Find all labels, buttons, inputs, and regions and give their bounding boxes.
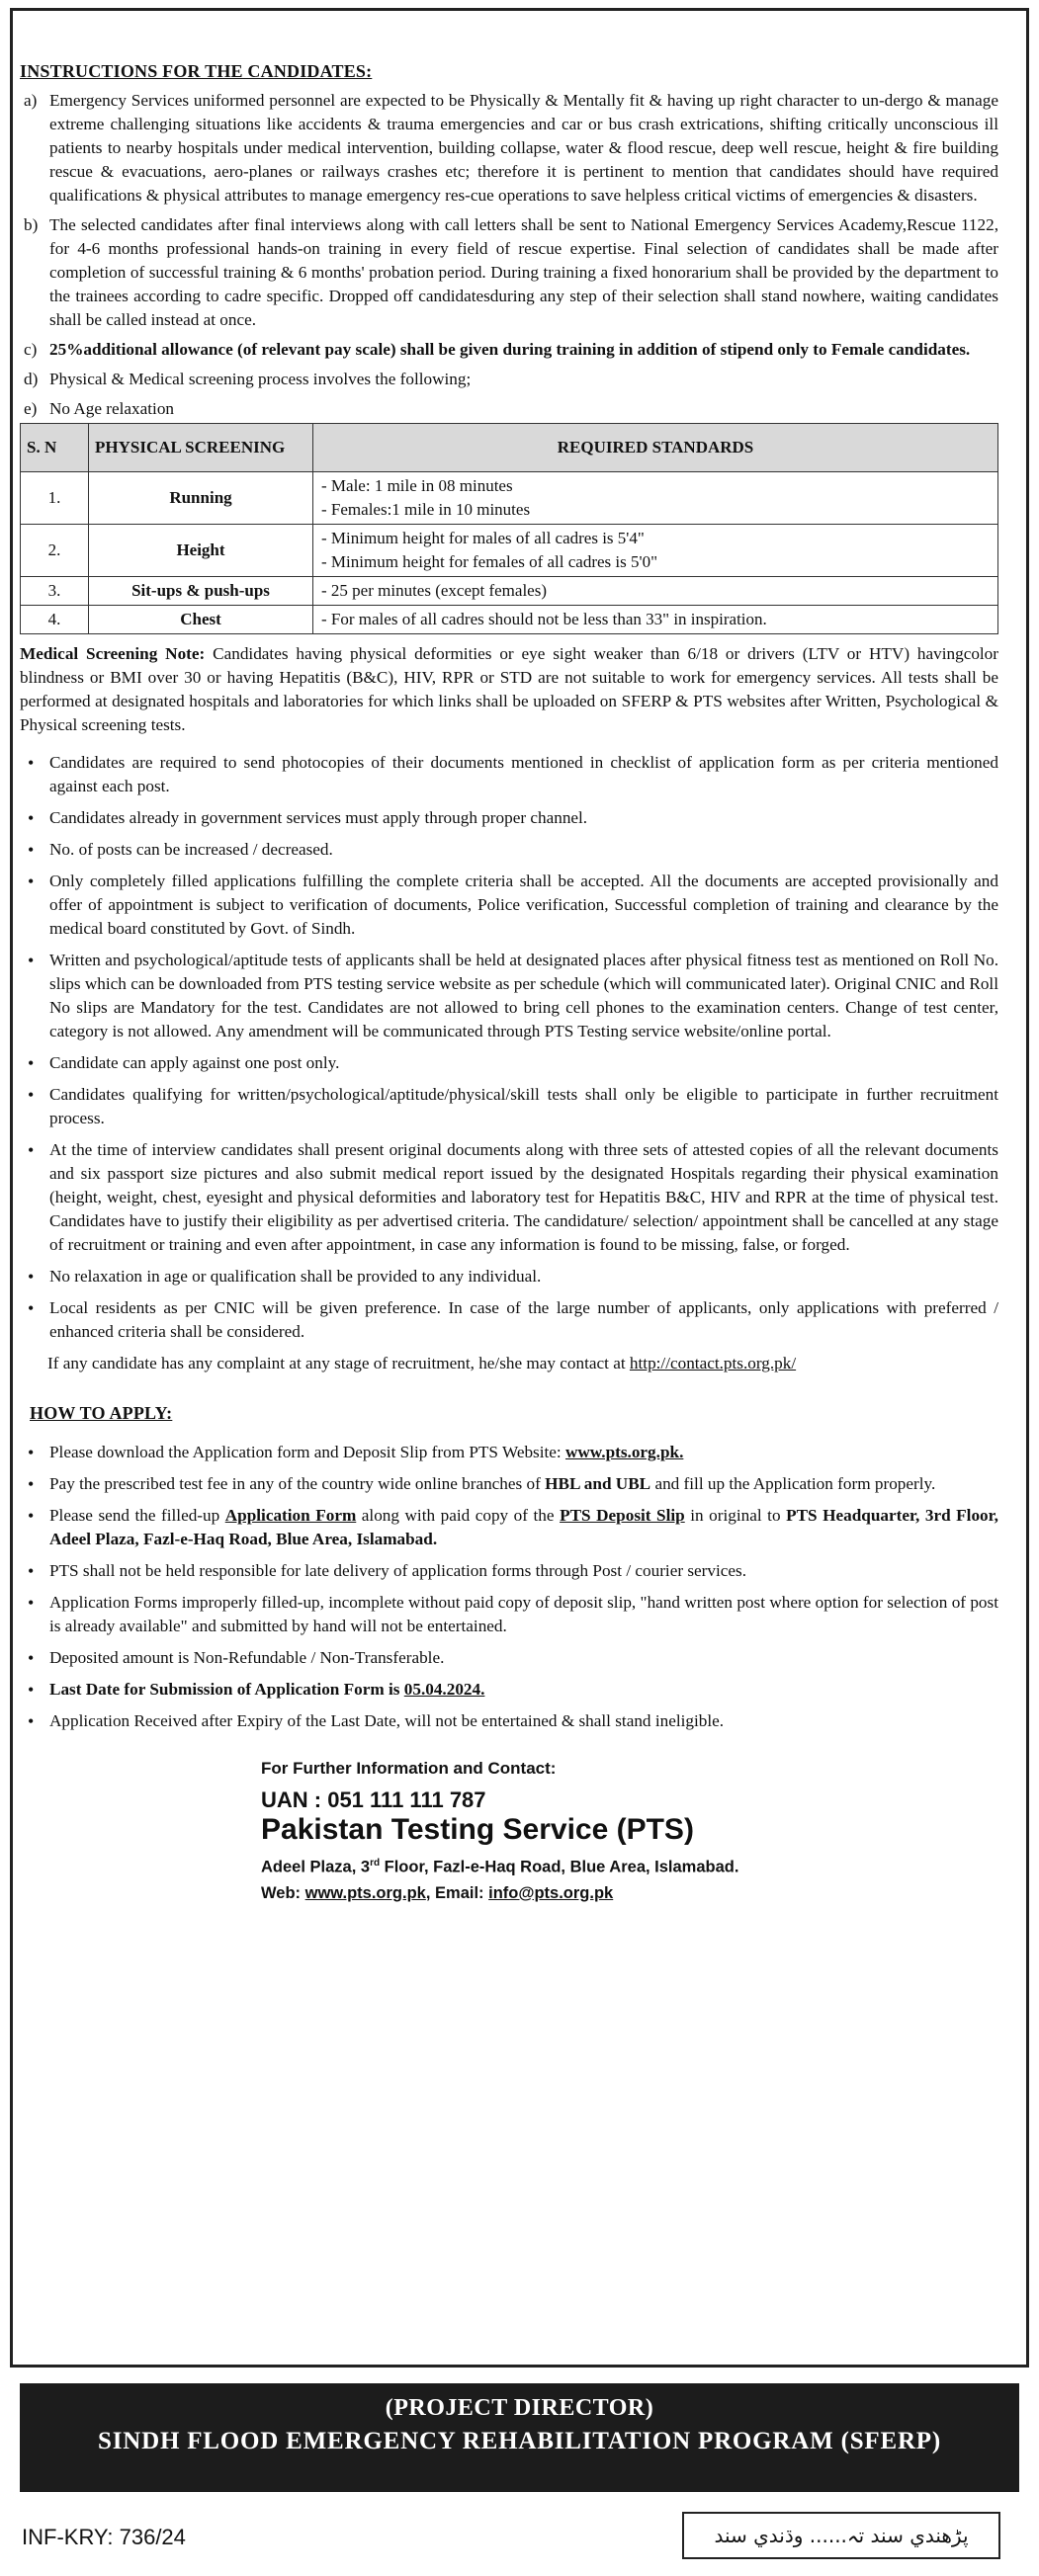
list-item: • At the time of interview candidates shall present original documents along with three sets of attested copies of all the relevant documents and six passport size pictures and also submit medical report issued by the designated Hospitals regarding their physical examination (height, weight, chest, eyesight and physical deformities and laboratory test for Hepatitis B&C, HIV and RPR at the time of physical test. Candidates have to justify their eligibility as per advertised criteria. The candidature/ selection/ appointment shall be cancelled at any stage of recruitment or training and even after appointment, in case any information is found to be missing, false, or forged.: [20, 1138, 998, 1257]
contact-heading: For Further Information and Contact:: [261, 1759, 557, 1778]
list-item: [20, 1472, 998, 1496]
apply-text: Pay the prescribed test fee in any of the country wide online branches of: [49, 1474, 546, 1493]
sindhi-slogan: پڑھندي سند تہ...... وڌندي سند: [682, 2512, 1000, 2559]
note-label: Medical Screening Note:: [20, 644, 206, 663]
list-item: [20, 1678, 998, 1702]
contact-block: [261, 1757, 998, 1905]
uan-number: UAN : 051 111 111 787: [261, 1787, 486, 1812]
item-marker: b): [24, 215, 39, 234]
medical-screening-note: [20, 642, 998, 737]
row-standards: [313, 577, 998, 606]
row-sn: 4.: [21, 606, 89, 634]
list-item: • Candidates are required to send photocopies of their documents mentioned in checklist of application form as per criteria mentioned against each post.: [20, 751, 998, 798]
address-part: Floor, Fazl-e-Haq Road, Blue Area, Islamabad.: [380, 1858, 739, 1876]
deposit-slip-label: PTS Deposit Slip: [560, 1506, 685, 1525]
reference-number: INF-KRY: 736/24: [22, 2525, 186, 2549]
table-header-row: [21, 424, 998, 472]
address-sup: rd: [370, 1858, 381, 1869]
complaint-link[interactable]: http://contact.pts.org.pk/: [629, 1354, 797, 1372]
apply-text: in original to: [684, 1506, 787, 1525]
list-item: • No. of posts can be increased / decreased.: [20, 838, 998, 862]
list-item: • Deposited amount is Non-Refundable / Non-Transferable.: [20, 1646, 998, 1670]
address-part: Adeel Plaza, 3: [261, 1858, 371, 1876]
list-item: • Local residents as per CNIC will be given preference. In case of the large number of applicants, only applications with preferred / enhanced criteria shall be considered.: [20, 1296, 998, 1344]
complaint-line: [20, 1352, 998, 1375]
row-sn: 1.: [21, 472, 89, 525]
instruction-item: [20, 338, 998, 362]
standard-item: - 25 per minutes (except females): [321, 579, 990, 603]
note-text: Candidates having physical deformities or eye sight weaker than 6/18 or drivers (LTV or HTV) havingcolor blindness or BMI over 30 or having Hepatitis (B&C), HIV, RPR or STD are not suitable to work for emergency services. All tests shall be performed at designated hospitals and laboratories for which links shall be uploaded on SFERP & PTS websites after Written, Psychological & Physical screening tests.: [20, 644, 999, 734]
application-form-label: Application Form: [224, 1506, 357, 1525]
instruction-item: [20, 89, 998, 208]
pts-address: PTS Headquarter, 3rd Floor, Adeel Plaza, Fazl-e-Haq Road, Blue Area, Islamabad.: [49, 1506, 998, 1548]
row-sn: 2.: [21, 525, 89, 577]
apply-text: Please send the filled-up: [49, 1506, 225, 1525]
list-item: [20, 1441, 998, 1464]
standard-item: - Females:1 mile in 10 minutes: [321, 498, 990, 522]
email-label: , Email:: [425, 1883, 489, 1902]
standard-item: - Minimum height for females of all cadres is 5'0": [321, 550, 990, 574]
list-item: • No relaxation in age or qualification shall be provided to any individual.: [20, 1265, 998, 1288]
instructions-heading: INSTRUCTIONS FOR THE CANDIDATES:: [20, 61, 373, 81]
list-item: • Only completely filled applications fulfilling the complete criteria shall be accepted. All the documents are accepted provisionally and offer of appointment is subject to verification of documents, Police verification, Successful completion of training and clearance by the medical board constituted by Govt. of Sindh.: [20, 870, 998, 941]
item-text: No Age relaxation: [49, 399, 175, 418]
item-text: Emergency Services uniformed personnel are expected to be Physically & Mentally fit & having up right character to un-dergo & manage extreme challenging situations like accidents & trauma emergencies and car or bus crash extrications, shifting critically unconscious ill patients to nearby hospitals under medical intervention, building collapse, water & flood rescue, deep well rescue, height & fire building rescue & evacuations, aero-planes or railways crashes etc; therefore it is pertinent to mention that candidates should have required qualifications & physical attributes to manage emergency res-cue operations to save helpless critical victims of emergencies & disasters.: [49, 91, 998, 205]
row-test: Chest: [89, 606, 313, 634]
item-text: Physical & Medical screening process involves the following;: [49, 370, 472, 388]
row-test: Sit-ups & push-ups: [89, 577, 313, 606]
table-row: [21, 577, 998, 606]
project-director-banner: [20, 2383, 1019, 2492]
standard-item: - Minimum height for males of all cadres is 5'4": [321, 527, 990, 550]
row-test: Height: [89, 525, 313, 577]
header-physical-screening: PHYSICAL SCREENING: [89, 424, 313, 472]
list-item: • Application Received after Expiry of the Last Date, will not be entertained & shall stand ineligible.: [20, 1709, 998, 1733]
web-email-line: [261, 1881, 998, 1905]
instruction-item: [20, 397, 998, 421]
item-marker: c): [24, 340, 38, 359]
contact-address: [261, 1852, 998, 1879]
apply-text: and fill up the Application form properly.: [650, 1474, 936, 1493]
list-item: • Candidates already in government services must apply through proper channel.: [20, 806, 998, 830]
table-row: [21, 525, 998, 577]
apply-text: along with paid copy of the: [356, 1506, 561, 1525]
row-standards: [313, 472, 998, 525]
header-required-standards: REQUIRED STANDARDS: [313, 424, 998, 472]
list-item: • Candidate can apply against one post only.: [20, 1051, 998, 1075]
list-item: • Application Forms improperly filled-up, incomplete without paid copy of deposit slip, "hand written post where option for selection of post is already available" and submitted by hand will not be entertained.: [20, 1591, 998, 1638]
item-marker: d): [24, 370, 39, 388]
advertisement-body: [20, 59, 998, 1905]
item-text: The selected candidates after final interviews along with call letters shall be sent to National Emergency Services Academy,Rescue 1122, for 4-6 months professional hands-on training in every field of rescue expertise. Final selection of candidates shall be made after completion of successful training & 6 months' probation period. During training a fixed honorarium shall be provided by the department to the trainees according to cadre specific. Dropped off candidatesduring any step of their selection shall stand nowhere, waiting candidates shall be called instead at once.: [49, 215, 998, 329]
how-to-apply-heading: HOW TO APPLY:: [30, 1403, 173, 1423]
physical-screening-table: [20, 423, 998, 634]
list-item: [20, 1504, 998, 1551]
web-link[interactable]: www.pts.org.pk: [304, 1883, 426, 1902]
instructions-list: [20, 89, 998, 421]
header-sn: S. N: [21, 424, 89, 472]
item-marker: e): [24, 399, 38, 418]
table-row: [21, 472, 998, 525]
list-item: • PTS shall not be held responsible for late delivery of application forms through Post / courier services.: [20, 1559, 998, 1583]
email-link[interactable]: info@pts.org.pk: [488, 1883, 614, 1902]
row-sn: 3.: [21, 577, 89, 606]
web-label: Web:: [261, 1883, 305, 1902]
row-test: Running: [89, 472, 313, 525]
complaint-text: If any candidate has any complaint at any stage of recruitment, he/she may contact at: [47, 1354, 630, 1372]
standard-item: - Male: 1 mile in 08 minutes: [321, 474, 990, 498]
general-instructions-list: [20, 751, 998, 1344]
instruction-item: [20, 213, 998, 332]
table-row: [21, 606, 998, 634]
row-standards: [313, 525, 998, 577]
standard-item: - For males of all cadres should not be less than 33" in inspiration.: [321, 608, 990, 631]
last-date-label: Last Date for Submission of Application Form is: [49, 1680, 404, 1699]
banner-program: SINDH FLOOD EMERGENCY REHABILITATION PROGRAM (SFERP): [98, 2428, 941, 2454]
list-item: • Candidates qualifying for written/psychological/aptitude/physical/skill tests shall only be eligible to participate in further recruitment process.: [20, 1083, 998, 1130]
banner-title: (PROJECT DIRECTOR): [385, 2395, 654, 2421]
organization-name: Pakistan Testing Service (PTS): [261, 1813, 694, 1846]
last-date-value: 05.04.2024.: [403, 1680, 485, 1699]
item-marker: a): [24, 91, 38, 110]
pts-website-link[interactable]: www.pts.org.pk.: [564, 1443, 684, 1461]
list-item: • Written and psychological/aptitude tests of applicants shall be held at designated places after physical fitness test as mentioned on Roll No. slips which can be downloaded from PTS testing service website as per schedule (which will communicated later). Original CNIC and Roll No slips are Mandatory for the test. Candidates are not allowed to bring cell phones to the examination centers. Change of test center, category is not allowed. Any amendment will be communicated through PTS Testing service website/online portal.: [20, 949, 998, 1043]
item-text: 25%additional allowance (of relevant pay scale) shall be given during training in addition of stipend only to Female candidates.: [49, 340, 971, 359]
row-standards: [313, 606, 998, 634]
bank-names: HBL and UBL: [545, 1474, 651, 1493]
instruction-item: [20, 368, 998, 391]
apply-text: Please download the Application form and Deposit Slip from PTS Website:: [49, 1443, 565, 1461]
how-to-apply-list: [20, 1441, 998, 1733]
